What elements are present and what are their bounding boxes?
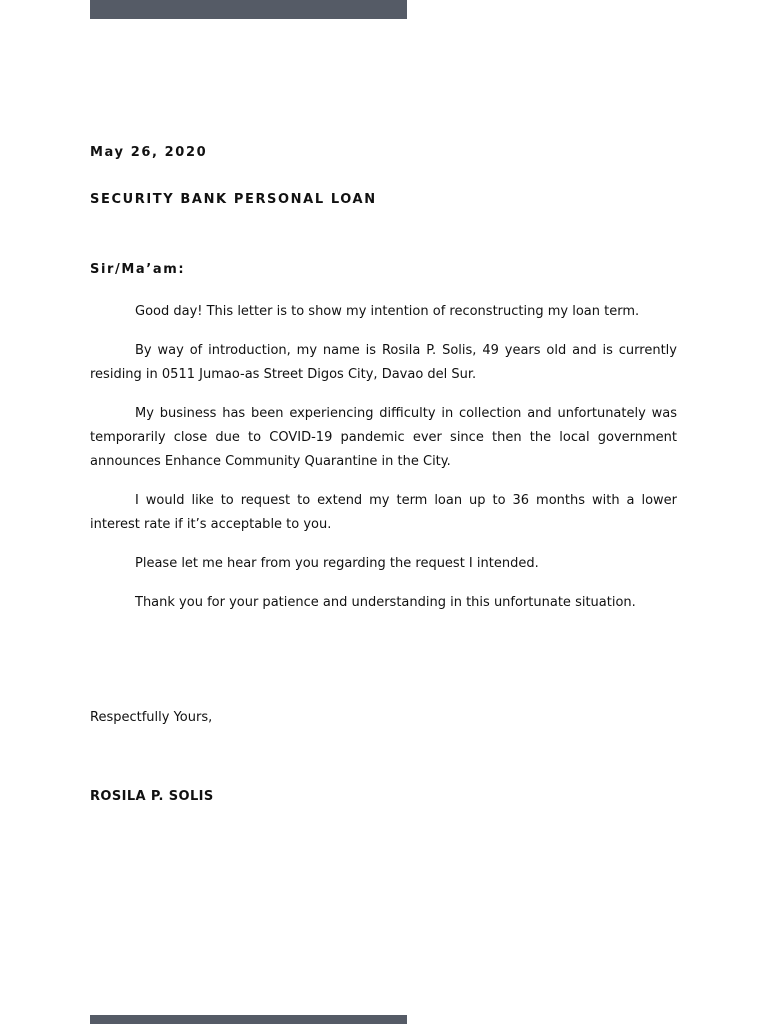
body-paragraph: Please let me hear from you regarding the request I intended. — [135, 556, 539, 571]
letter-signature-name: ROSILA P. SOLIS — [90, 789, 214, 804]
letter-date: May 26, 2020 — [90, 145, 208, 160]
letter-salutation: Sir/Ma’am: — [90, 262, 186, 277]
letter-closing: Respectfully Yours, — [90, 710, 213, 725]
body-paragraph: By way of introduction, my name is Rosila P. Solis, 49 years old and is currently residing in 0511 Jumao-as Street Digos City, Davao del Sur. — [90, 343, 677, 382]
letter-subject: SECURITY BANK PERSONAL LOAN — [90, 192, 377, 207]
header-accent-bar — [90, 0, 407, 19]
letter-body — [90, 300, 677, 630]
body-paragraph: Good day! This letter is to show my intention of reconstructing my loan term. — [135, 304, 640, 319]
body-paragraph: My business has been experiencing difficulty in collection and unfortunately was temporarily close due to COVID-19 pandemic ever since then the local government announces Enhance Community Quarantine in the City. — [90, 406, 677, 469]
body-paragraph: Thank you for your patience and understanding in this unfortunate situation. — [135, 595, 636, 610]
footer-accent-bar — [90, 1015, 407, 1024]
body-paragraph: I would like to request to extend my term loan up to 36 months with a lower interest rate if it’s acceptable to you. — [90, 493, 677, 532]
